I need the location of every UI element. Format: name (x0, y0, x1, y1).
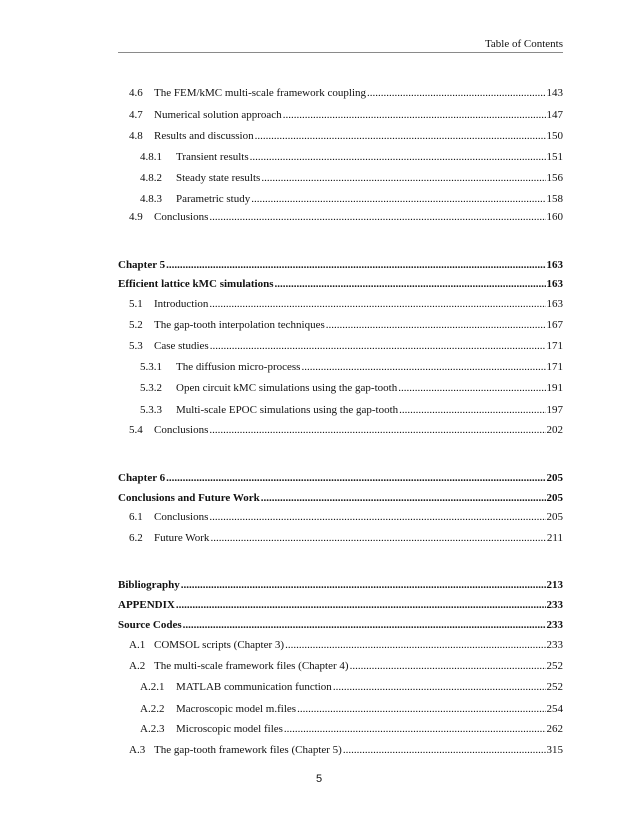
dot-leader (343, 743, 546, 757)
dot-leader (210, 531, 545, 545)
toc-entry[interactable] (118, 318, 563, 332)
toc-entry-title: Introduction (154, 298, 209, 310)
toc-entry-page: 163 (546, 259, 563, 271)
toc-entry-page: 213 (546, 579, 563, 591)
dot-leader (183, 618, 546, 632)
toc-entry-title: Steady state results (176, 172, 261, 184)
toc-entry-title: Conclusions (154, 424, 209, 436)
toc-entry-page: 205 (546, 492, 563, 504)
toc-entry-page: 191 (546, 382, 563, 394)
toc-entry-page: 156 (546, 172, 563, 184)
toc-entry[interactable] (118, 423, 563, 437)
toc-entry[interactable] (118, 531, 563, 545)
toc-entry[interactable] (118, 150, 563, 164)
toc-entry[interactable] (118, 297, 563, 311)
toc-entry-number: 5.2 (129, 319, 143, 331)
toc-entry-page: 167 (546, 319, 563, 331)
toc-entry-page: 254 (546, 703, 563, 715)
dot-leader (398, 381, 545, 395)
toc-entry-title: Future Work (154, 532, 210, 544)
toc-entry-page: 160 (546, 211, 563, 223)
toc-entry-number: A.2.2 (140, 703, 165, 715)
dot-leader (326, 318, 546, 332)
toc-entry-number: A.1 (129, 639, 146, 651)
toc-entry[interactable] (118, 277, 563, 291)
dot-leader (251, 192, 545, 206)
toc-entry[interactable] (118, 680, 563, 694)
toc-entry-number: A.2.1 (140, 681, 165, 693)
dot-leader (301, 360, 545, 374)
dot-leader (261, 491, 546, 505)
dot-leader (176, 598, 546, 612)
toc-entry[interactable] (118, 491, 563, 505)
dot-leader (283, 108, 546, 122)
toc-entry-page: 150 (546, 130, 563, 142)
toc-entry-number: 4.9 (129, 211, 143, 223)
toc-entry-page: 252 (546, 660, 563, 672)
toc-entry-title: APPENDIX (118, 599, 175, 611)
toc-entry-number: 5.4 (129, 424, 143, 436)
dot-leader (350, 659, 546, 673)
toc-entry-title: Source Codes (118, 619, 182, 631)
dot-leader (250, 150, 546, 164)
toc-entry[interactable] (118, 659, 563, 673)
toc-entry[interactable] (118, 360, 563, 374)
dot-leader (209, 297, 545, 311)
toc-entry[interactable] (118, 702, 563, 716)
toc-entry[interactable] (118, 258, 563, 272)
dot-leader (255, 129, 546, 143)
toc-entry[interactable] (118, 171, 563, 185)
dot-leader (285, 638, 545, 652)
dot-leader (210, 339, 546, 353)
toc-entry[interactable] (118, 381, 563, 395)
toc-entry-title: The FEM/kMC multi-scale framework coupling (154, 87, 367, 99)
page-number: 5 (315, 773, 323, 785)
running-header (118, 38, 563, 53)
toc-entry[interactable] (118, 86, 563, 100)
toc-entry-title: Bibliography (118, 579, 180, 591)
dot-leader (297, 702, 545, 716)
toc-entry-page: 163 (546, 298, 563, 310)
toc-entry-page: 158 (546, 193, 563, 205)
toc-entry-page: 233 (546, 599, 563, 611)
toc-entry[interactable] (118, 129, 563, 143)
toc-entry-title: Numerical solution approach (154, 109, 282, 121)
toc-entry-title: Results and discussion (154, 130, 254, 142)
toc-entry-page: 171 (546, 340, 563, 352)
toc-entry-page: 205 (546, 511, 563, 523)
toc-entry-number: 4.8 (129, 130, 143, 142)
toc-entry-page: 262 (546, 723, 563, 735)
toc-entry-number: 6.2 (129, 532, 143, 544)
toc-entry[interactable] (118, 638, 563, 652)
toc-entry-page: 163 (546, 278, 563, 290)
toc-entry[interactable] (118, 210, 563, 224)
toc-entry-number: 4.8.2 (140, 172, 162, 184)
toc-entry-page: 143 (546, 87, 563, 99)
toc-entry-number: A.2 (129, 660, 146, 672)
toc-entry[interactable] (118, 339, 563, 353)
dot-leader (209, 423, 545, 437)
dot-leader (399, 403, 545, 417)
dot-leader (333, 680, 546, 694)
toc-entry[interactable] (118, 510, 563, 524)
toc-entry-title: Parametric study (176, 193, 251, 205)
toc-entry-page: 252 (546, 681, 563, 693)
toc-entry-title: Multi-scale EPOC simulations using the gap-tooth (176, 404, 399, 416)
toc-entry-title: Chapter 5 (118, 259, 166, 271)
toc-entry[interactable] (118, 743, 563, 757)
toc-entry-number: 4.6 (129, 87, 143, 99)
toc-entry-number: 4.8.1 (140, 151, 162, 163)
toc-entry[interactable] (118, 192, 563, 206)
toc-entry-title: Chapter 6 (118, 472, 166, 484)
dot-leader (209, 210, 545, 224)
toc-entry[interactable] (118, 471, 563, 485)
toc-entry[interactable] (118, 108, 563, 122)
toc-entry-page: 197 (546, 404, 563, 416)
toc-entry-title: Conclusions (154, 511, 209, 523)
dot-leader (209, 510, 545, 524)
toc-entry-page: 233 (546, 619, 563, 631)
toc-entry-number: 4.7 (129, 109, 143, 121)
toc-entry[interactable] (118, 578, 563, 592)
toc-entry-title: Open circuit kMC simulations using the gap-tooth (176, 382, 398, 394)
dot-leader (181, 578, 546, 592)
toc-entry-number: A.3 (129, 744, 146, 756)
toc-entry-title: Case studies (154, 340, 209, 352)
toc-entry-title: Microscopic model files (176, 723, 283, 735)
dot-leader (261, 171, 545, 185)
toc-entry[interactable] (118, 722, 563, 736)
toc-entry-page: 202 (546, 424, 563, 436)
toc-entry-number: 5.3.3 (140, 404, 162, 416)
toc-entry-number: 6.1 (129, 511, 143, 523)
toc-entry-page: 171 (546, 361, 563, 373)
header-title: Table of Contents (484, 38, 563, 50)
dot-leader (166, 258, 545, 272)
toc-entry-number: 5.3 (129, 340, 143, 352)
toc-entry-page: 147 (546, 109, 563, 121)
toc-entry-title: The gap-tooth framework files (Chapter 5) (154, 744, 342, 756)
toc-entry-title: Transient results (176, 151, 249, 163)
toc-entry-title: MATLAB communication function (176, 681, 332, 693)
toc-entry[interactable] (118, 598, 563, 612)
toc-entry-title: The multi-scale framework files (Chapter 4) (154, 660, 349, 672)
toc-entry-page: 315 (546, 744, 563, 756)
toc-entry-page: 211 (546, 532, 563, 544)
toc-entry-title: Efficient lattice kMC simulations (118, 278, 274, 290)
toc-entry-number: 4.8.3 (140, 193, 162, 205)
toc-entry-number: 5.1 (129, 298, 143, 310)
toc-entry-page: 205 (546, 472, 563, 484)
toc-entry-page: 151 (546, 151, 563, 163)
toc-entry-title: COMSOL scripts (Chapter 3) (154, 639, 285, 651)
dot-leader (367, 86, 545, 100)
toc-entry-title: The diffusion micro-process (176, 361, 301, 373)
toc-entry[interactable] (118, 618, 563, 632)
toc-entry-title: Conclusions and Future Work (118, 492, 260, 504)
toc-entry-number: 5.3.2 (140, 382, 162, 394)
toc-entry[interactable] (118, 403, 563, 417)
dot-leader (275, 277, 546, 291)
toc-entry-number: 5.3.1 (140, 361, 162, 373)
toc-entry-title: The gap-tooth interpolation techniques (154, 319, 325, 331)
toc-entry-title: Conclusions (154, 211, 209, 223)
dot-leader (166, 471, 545, 485)
toc-entry-number: A.2.3 (140, 723, 165, 735)
dot-leader (284, 722, 546, 736)
toc-entry-title: Macroscopic model m.files (176, 703, 297, 715)
toc-entry-page: 233 (546, 639, 563, 651)
